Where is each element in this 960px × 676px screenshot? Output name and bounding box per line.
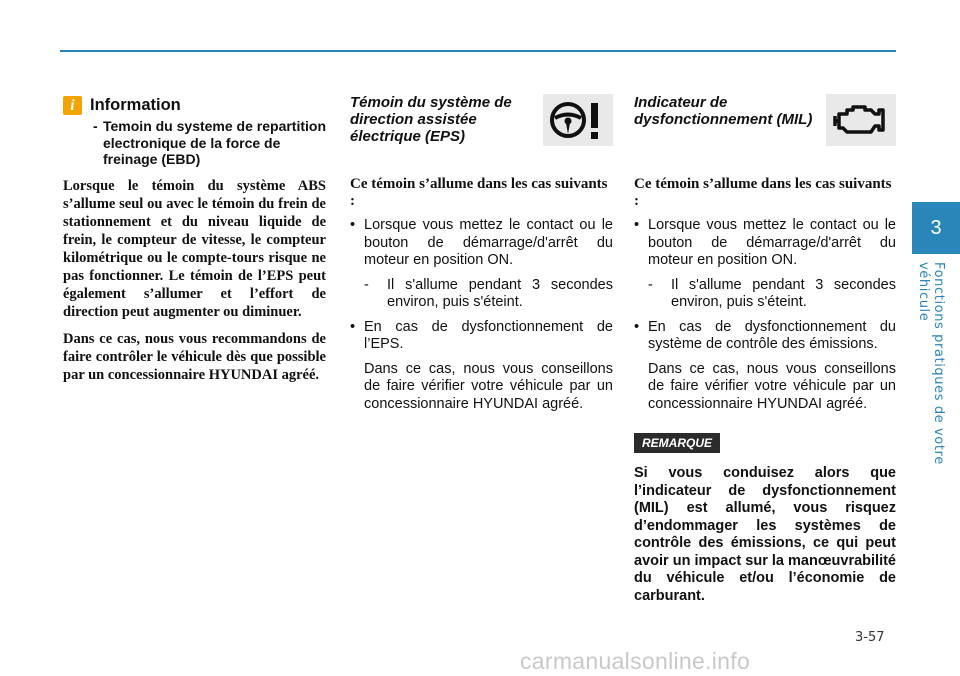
eps-column [350, 92, 613, 413]
mil-column [634, 92, 896, 605]
mil-bullet-2 [634, 319, 896, 354]
mil-bullet-1 [634, 217, 896, 270]
remark-badge: REMARQUE [634, 433, 720, 453]
watermark: carmanualsonline.info [520, 648, 751, 674]
information-paragraph-2: Dans ce cas, nous vous recommandons de faire contrôler le véhicule dès que possible par un concessionnaire HYUNDAI agréé. [63, 330, 326, 383]
information-column [63, 92, 326, 384]
information-header [63, 96, 326, 115]
eps-section-header [350, 94, 613, 170]
mil-section-header [634, 94, 896, 170]
eps-steering-warning-icon [543, 94, 613, 146]
info-icon: i [63, 96, 82, 115]
engine-check-icon [826, 94, 896, 146]
top-rule [60, 50, 896, 52]
subitem-dash: - [648, 276, 653, 293]
bullet-dot: • [350, 318, 356, 335]
information-title: Information [90, 96, 181, 114]
bullet-dot: • [350, 217, 356, 233]
eps-bullet-1-text: Lorsque vous mettez le contact ou le bouton de démarrage/d'arrêt du moteur en position ON. [364, 217, 613, 268]
mil-subitem-1 [648, 277, 896, 312]
information-subtitle [93, 118, 326, 168]
eps-bullet-1 [350, 217, 613, 270]
subtitle-dash: - [93, 118, 98, 134]
chapter-side-title: Fonctions pratiques de votre véhicule [916, 262, 946, 465]
eps-subitem-1-text: Il s'allume pendant 3 secondes environ, puis s'éteint. [387, 276, 613, 310]
mil-intro: Ce témoin s’allume dans les cas suivants : [634, 176, 892, 209]
chapter-tab[interactable]: 3 [912, 202, 960, 254]
eps-intro: Ce témoin s’allume dans les cas suivants : [350, 176, 608, 209]
page-number: 3-57 [855, 630, 885, 645]
bullet-dot: • [634, 318, 640, 335]
eps-section-title: Témoin du système de direction assistée électrique (EPS) [350, 94, 512, 145]
eps-subitem-1 [364, 277, 613, 312]
subitem-dash: - [364, 276, 369, 293]
mil-subitem-1-text: Il s'allume pendant 3 secondes environ, puis s'éteint. [671, 276, 896, 310]
subtitle-text: Temoin du systeme de repartition electronique de la force de freinage (EBD) [103, 118, 327, 167]
mil-bullet-1-text: Lorsque vous mettez le contact ou le bouton de démarrage/d'arrêt du moteur en position ON. [648, 217, 896, 268]
remark-note: Si vous conduisez alors que l’indicateur de dysfonctionnement (MIL) est allumé, vous risquez d’endommager les systèmes de contrôle des émissions, ce qui peut avoir un impact sur la manœuvrabilité du véhicule et/ou l’économie de carburant. [634, 465, 896, 604]
eps-advice-paragraph: Dans ce cas, nous vous conseillons de faire vérifier votre véhicule par un concessionnaire HYUNDAI agréé. [364, 360, 613, 412]
mil-section-title: Indicateur de dysfonctionnement (MIL) [634, 94, 813, 128]
mil-bullet-2-text: En cas de dysfonctionnement du système de contrôle des émissions. [648, 318, 896, 352]
eps-bullet-2 [350, 319, 613, 354]
bullet-dot: • [634, 217, 640, 233]
eps-bullet-2-text: En cas de dysfonctionnement de l’EPS. [364, 318, 613, 352]
mil-advice-paragraph: Dans ce cas, nous vous conseillons de faire vérifier votre véhicule par un concessionnaire HYUNDAI agréé. [648, 360, 896, 412]
information-paragraph-1: Lorsque le témoin du système ABS s’allume seul ou avec le témoin du frein de stationnement et du niveau liquide de frein, le compteur de vitesse, le compteur kilométrique ou le compte-tours risque ne pas fonctionner. Le témoin de l’EPS peut également s’allumer et l’effort de direction peut augmenter ou diminuer. [63, 177, 326, 320]
